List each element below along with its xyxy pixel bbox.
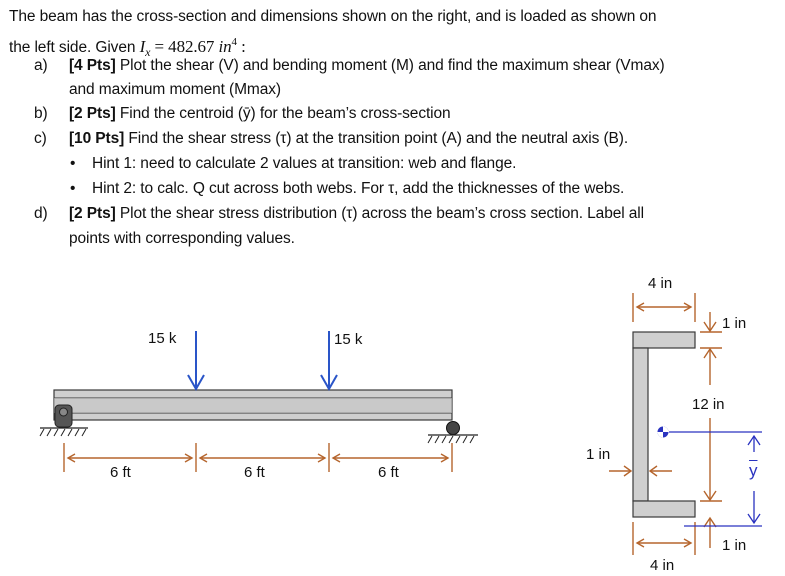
ix-suffix: : bbox=[236, 37, 246, 56]
roller-support-icon bbox=[428, 422, 478, 444]
hint-1-bullet: • bbox=[70, 155, 76, 172]
part-a-points: [4 Pts] bbox=[69, 57, 116, 74]
ix-value: = 482.67 bbox=[150, 37, 219, 56]
ix-unit-exp: 4 bbox=[231, 36, 237, 48]
centroid-y-label: $\overline{y}$ bbox=[749, 461, 758, 480]
cross-section-shape bbox=[633, 332, 695, 517]
load-arrow-1-icon bbox=[188, 331, 204, 389]
bottom-flange-thickness-label: 1 in bbox=[722, 537, 747, 554]
top-flange-thickness-label: 1 in bbox=[722, 315, 747, 332]
span-1-label: 6 ft bbox=[110, 464, 131, 481]
part-c-text: Find the shear stress (τ) at the transition point (A) and the neutral axis (B). bbox=[124, 130, 629, 147]
part-b-text: Find the centroid (ȳ) for the beam’s cross-section bbox=[115, 105, 451, 122]
web-height-label: 12 in bbox=[692, 396, 725, 413]
part-b-points: [2 Pts] bbox=[69, 105, 116, 122]
hint-1: Hint 1: need to calculate 2 values at transition: web and flange. bbox=[92, 155, 517, 172]
part-a-line2: and maximum moment (Mmax) bbox=[69, 81, 281, 98]
part-d-marker: d) bbox=[34, 205, 48, 222]
ix-subscript: x bbox=[145, 45, 151, 59]
intro-line-1: The beam has the cross-section and dimensions shown on the right, and is loaded as shown on bbox=[9, 8, 657, 25]
load-2-label: 15 k bbox=[334, 331, 363, 348]
bottom-flange-width-label: 4 in bbox=[650, 557, 675, 574]
part-d-text: Plot the shear stress distribution (τ) across the beam’s cross section. Label all bbox=[115, 205, 644, 222]
load-1-label: 15 k bbox=[148, 330, 177, 347]
span-3-label: 6 ft bbox=[378, 464, 399, 481]
hint-2: Hint 2: to calc. Q cut across both webs. For τ, add the thicknesses of the webs. bbox=[92, 180, 625, 197]
part-a-marker: a) bbox=[34, 57, 48, 74]
intro-prefix: the left side. Given bbox=[9, 39, 140, 56]
part-d-line2: points with corresponding values. bbox=[69, 230, 295, 247]
top-width-dimension bbox=[633, 293, 695, 322]
ix-unit: in bbox=[218, 37, 232, 56]
beam bbox=[54, 390, 452, 420]
top-flange-width-label: 4 in bbox=[648, 275, 673, 292]
part-a-text: Plot the shear (V) and bending moment (M) and find the maximum shear (Vmax) bbox=[115, 57, 665, 74]
part-d-points: [2 Pts] bbox=[69, 205, 116, 222]
web-thickness-label: 1 in bbox=[586, 446, 611, 463]
hint-2-bullet: • bbox=[70, 180, 76, 197]
part-c-points: [10 Pts] bbox=[69, 130, 125, 147]
span-2-label: 6 ft bbox=[244, 464, 265, 481]
bottom-width-dimension bbox=[633, 522, 695, 555]
part-b-marker: b) bbox=[34, 105, 48, 122]
ix-symbol: I bbox=[139, 37, 146, 56]
part-c-marker: c) bbox=[34, 130, 47, 147]
top-thickness-dimension bbox=[700, 312, 722, 548]
